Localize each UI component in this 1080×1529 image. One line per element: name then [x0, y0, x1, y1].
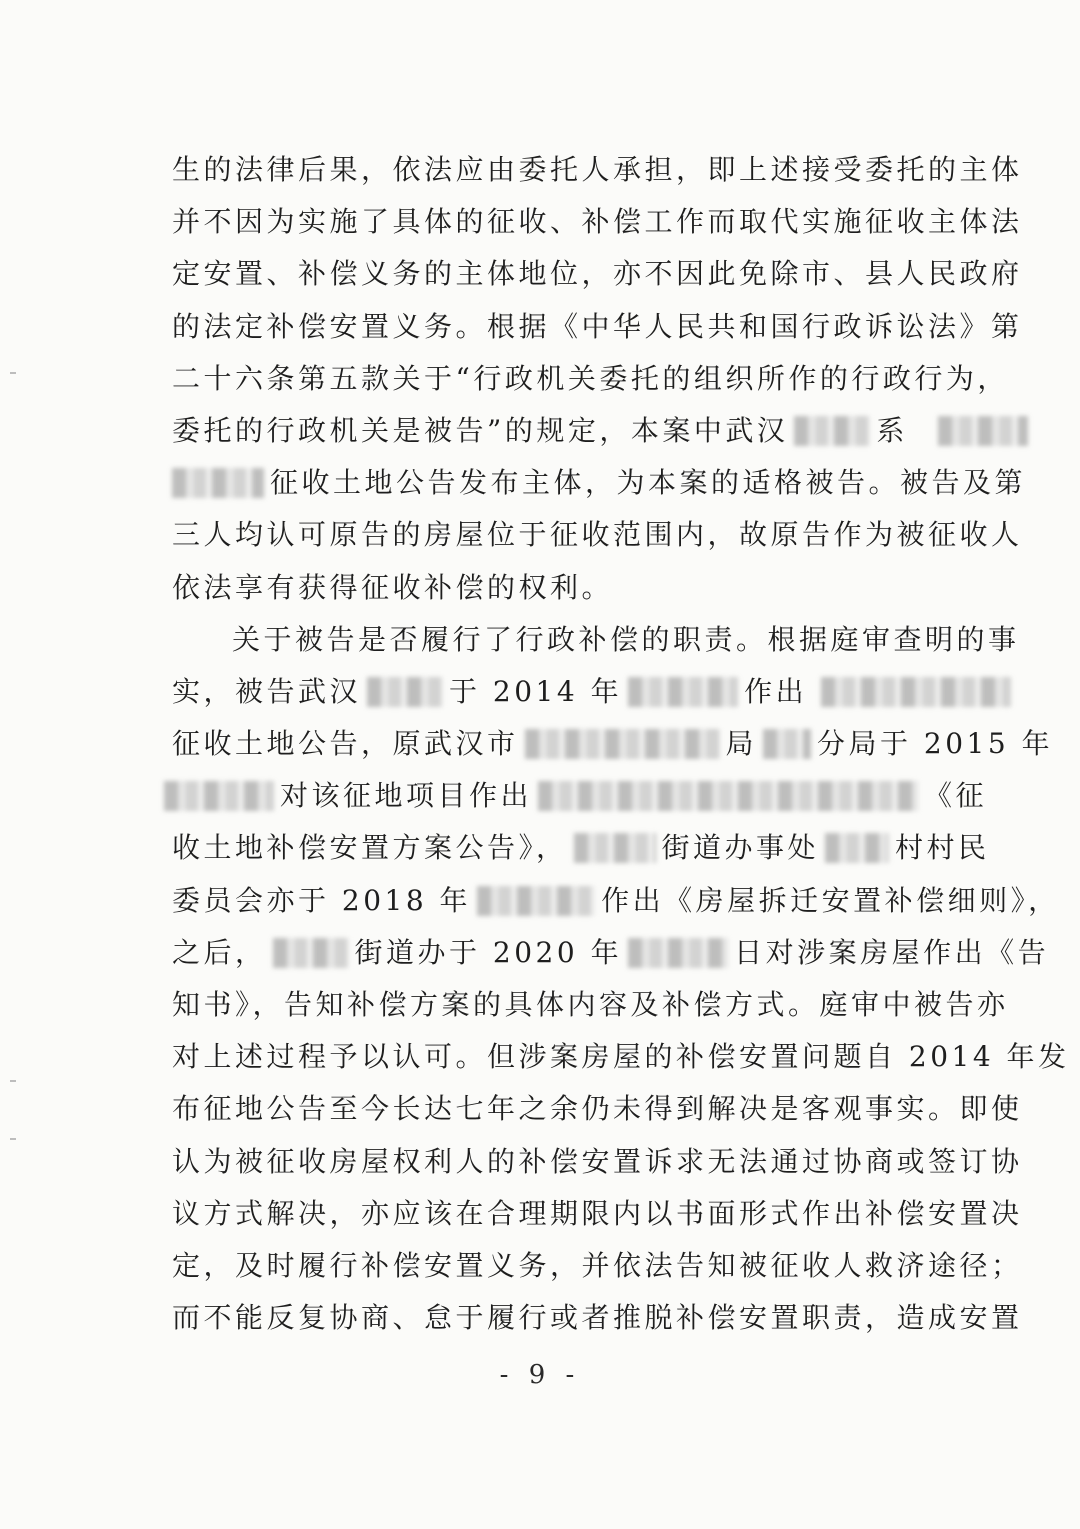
text-line: 二十六条第五款关于“行政机关委托的组织所作的行政行为，: [172, 361, 1009, 395]
scan-artifact: [10, 1138, 16, 1140]
body-text: [172, 144, 1070, 1344]
text-line: 征收土地公告，原武汉市 局 分局于 2015 年: [172, 727, 1054, 761]
text-line: 定安置、补偿义务的主体地位，亦不因此免除市、县人民政府: [172, 257, 1023, 291]
text-line: 委托的行政机关是被告”的规定，本案中武汉 系: [172, 405, 972, 457]
text-line: 实，被告武汉 于 2014 年 作出: [172, 666, 972, 718]
text-line: 而不能反复协商、怠于履行或者推脱补偿安置职责，造成安置: [172, 1301, 1023, 1335]
text-line: 关于被告是否履行了行政补偿的职责。根据庭审查明的事: [232, 622, 1020, 656]
text-line: 议方式解决，亦应该在合理期限内以书面形式作出补偿安置决: [172, 1196, 1023, 1230]
text-line: 对上述过程予以认可。但涉案房屋的补偿安置问题自 2014 年发: [172, 1040, 1070, 1074]
redacted-text: [938, 416, 1028, 446]
text-line: 布征地公告至今长达七年之余仍未得到解决是客观事实。即使: [172, 1092, 1023, 1126]
redacted-text: [477, 886, 595, 916]
redacted-text: [273, 938, 349, 968]
scan-artifact: [10, 1080, 16, 1082]
text-line: 并不因为实施了具体的征收、补偿工作而取代实施征收主体法: [172, 205, 1023, 239]
redacted-text: [825, 833, 889, 863]
scan-artifact: [10, 372, 16, 374]
text-line: 对该征地项目作出 《征: [172, 770, 972, 822]
text-line: 三人均认可原告的房屋位于征收范围内，故原告作为被征收人: [172, 518, 1023, 552]
text-line: 依法享有获得征收补偿的权利。: [172, 570, 614, 604]
text-line: 知书》，告知补偿方案的具体内容及补偿方式。庭审中被告亦: [172, 988, 1009, 1021]
redacted-text: [525, 729, 720, 759]
redacted-text: [794, 416, 870, 446]
page-number: - 9 -: [499, 1360, 581, 1390]
text-line: 生的法律后果，依法应由委托人承担，即上述接受委托的主体: [172, 153, 1023, 186]
text-line: 征收土地公告发布主体，为本案的适格被告。被告及第: [172, 457, 972, 509]
text-line: 之后， 街道办于 2020 年 日对涉案房屋作出《告: [172, 935, 1050, 969]
redacted-text: [763, 729, 811, 759]
redacted-text: [367, 677, 443, 707]
redacted-text: [172, 468, 264, 498]
redacted-text: [574, 833, 656, 863]
text-line: 定，及时履行补偿安置义务，并依法告知被征收人救济途径；: [172, 1248, 1023, 1282]
text-line: 认为被征收房屋权利人的补偿安置诉求无法通过协商或签订协: [172, 1144, 1023, 1178]
redacted-text: [628, 677, 738, 707]
text-line: 委员会亦于 2018 年 作出《房屋拆迁安置补偿细则》，: [172, 883, 1060, 917]
redacted-text: [628, 938, 728, 968]
text-line: 的法定补偿安置义务。根据《中华人民共和国行政诉讼法》第: [172, 309, 1023, 343]
text-line: 收土地补偿安置方案公告》， 街道办事处 村村民: [172, 831, 990, 865]
redacted-text: [821, 677, 1011, 707]
redacted-text: [538, 781, 918, 811]
redacted-text: [164, 781, 274, 811]
